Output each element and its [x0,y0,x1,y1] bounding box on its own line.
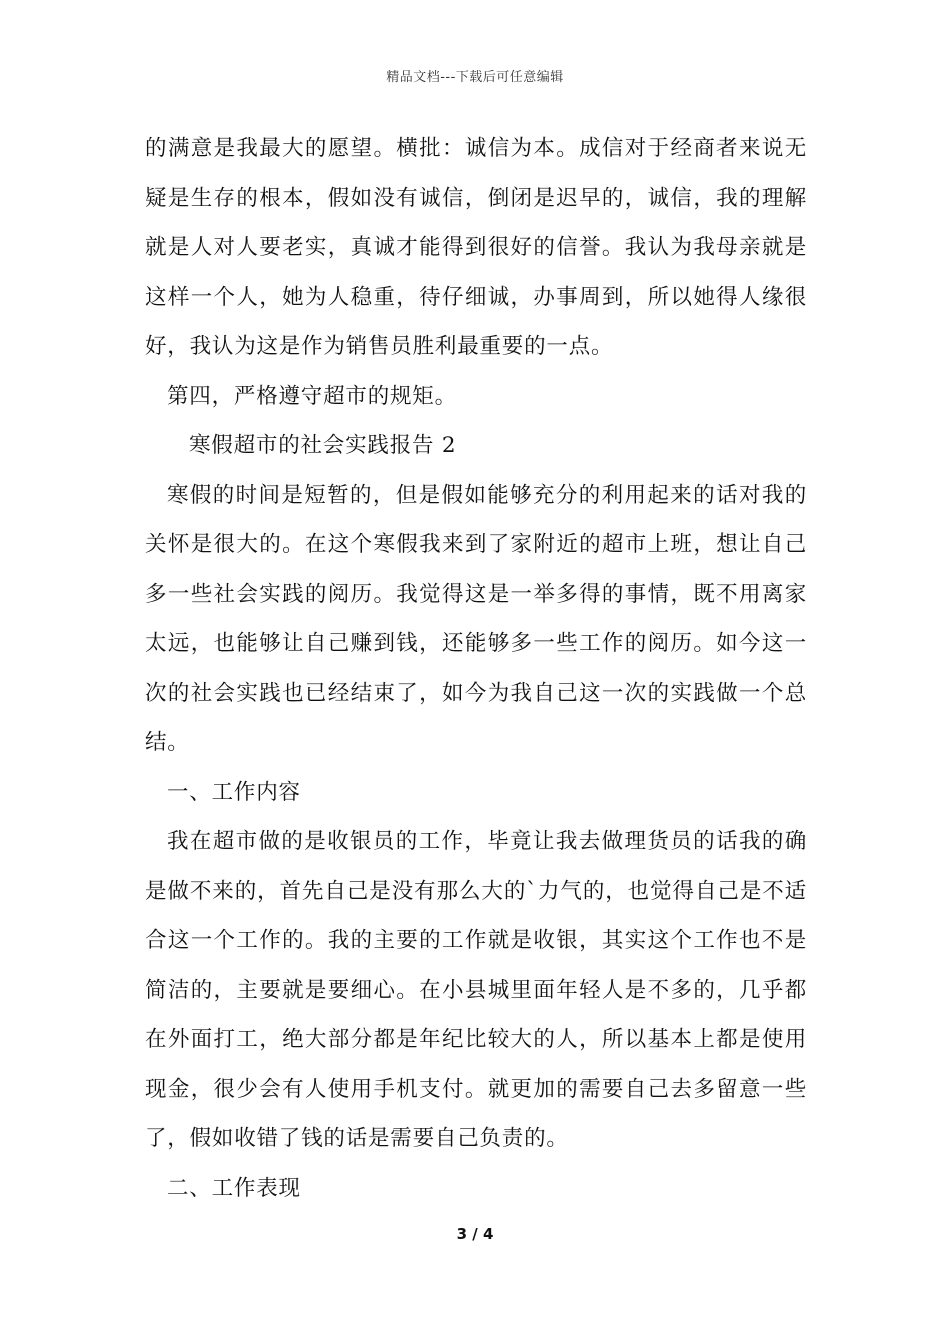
paragraph-line: 合这一个工作的。我的主要的工作就是收银，其实这个工作也不是 [145,928,807,953]
paragraph-line: 多一些社会实践的阅历。我觉得这是一举多得的事情，既不用离家 [145,581,807,607]
paragraph-line: 好，我认为这是作为销售员胜利最重要的一点。 [145,334,614,359]
section-heading-work-performance: 二、工作表现 [167,1175,301,1201]
paragraph-line: 次的社会实践也已经结束了，如今为我自己这一次的实践做一个总 [145,680,807,706]
page-number: 3 / 4 [456,1225,494,1243]
report-title: 寒假超市的社会实践报告 2 [189,433,457,458]
paragraph-line: 这样一个人，她为人稳重，待仔细诚，办事周到，所以她得人缘很 [145,284,807,310]
paragraph-line: 是做不来的，首先自己是没有那么大的`力气的，也觉得自己是不适 [145,878,807,904]
section-point-heading: 第四，严格遵守超市的规矩。 [167,383,457,409]
paragraph-line: 关怀是很大的。在这个寒假我来到了家附近的超市上班，想让自己 [145,532,807,557]
section-heading-work-content: 一、工作内容 [167,779,301,805]
paragraph-line: 结。 [145,730,190,755]
paragraph-line: 太远，也能够让自己赚到钱，还能够多一些工作的阅历。如今这一 [145,631,807,656]
paragraph-line: 了，假如收错了钱的话是需要自己负责的。 [145,1126,569,1151]
paragraph-line: 寒假的时间是短暂的，但是假如能够充分的利用起来的话对我的 [167,482,807,508]
document-body [145,124,807,1213]
document-header-note: 精品文档---下载后可任意编辑 [386,70,564,85]
paragraph-line: 的满意是我最大的愿望。横批：诚信为本。成信对于经商者来说无 [145,136,807,161]
paragraph-line: 我在超市做的是收银员的工作，毕竟让我去做理货员的话我的确 [167,829,807,854]
paragraph-line: 就是人对人要老实，真诚才能得到很好的信誉。我认为我母亲就是 [145,235,807,260]
paragraph-line: 疑是生存的根本，假如没有诚信，倒闭是迟早的，诚信，我的理解 [145,185,807,211]
paragraph-line: 简洁的，主要就是要细心。在小县城里面年轻人是不多的，几乎都 [145,977,807,1003]
paragraph-line: 在外面打工，绝大部分都是年纪比较大的人，所以基本上都是使用 [145,1027,807,1052]
paragraph-line: 现金，很少会有人使用手机支付。就更加的需要自己去多留意一些 [145,1076,807,1102]
